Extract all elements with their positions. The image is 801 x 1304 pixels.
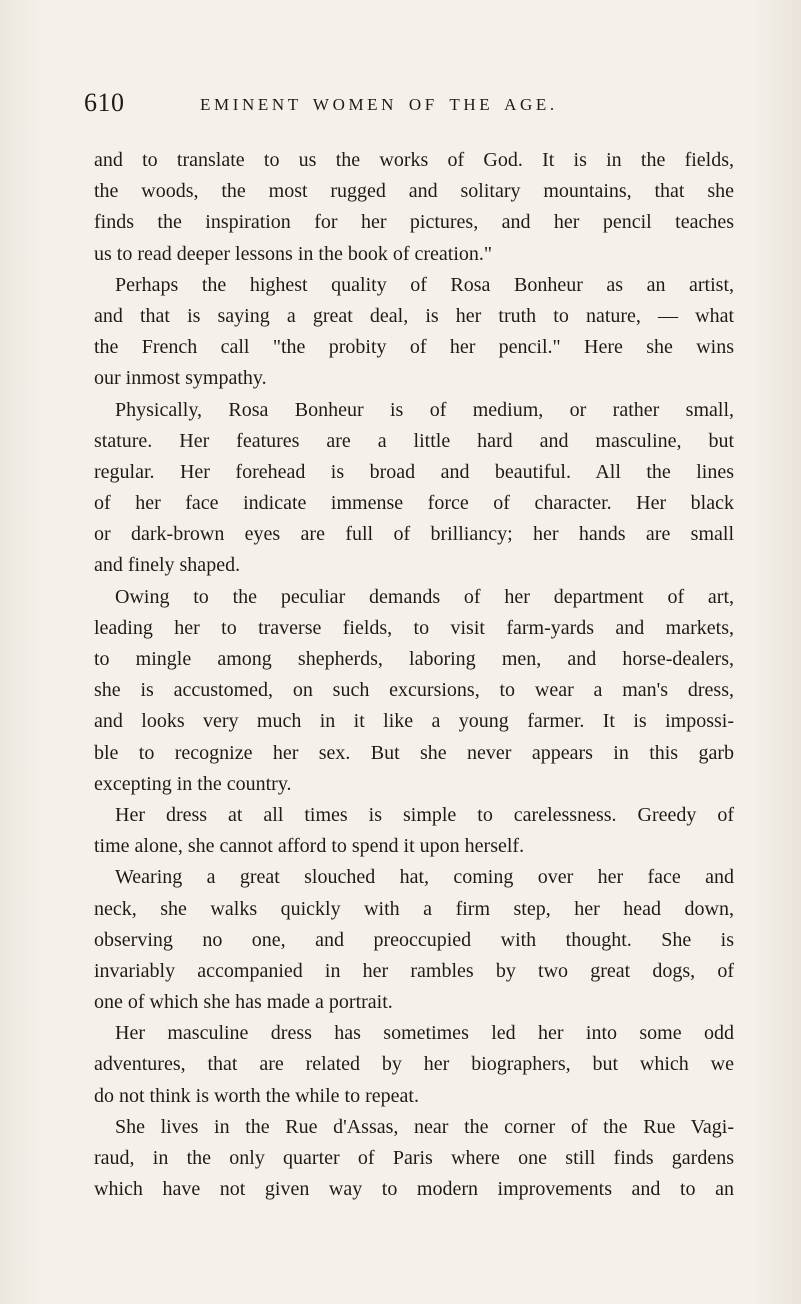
text-line: to mingle among shepherds, laboring men, and horse-dealers, <box>94 648 734 670</box>
text-line: us to read deeper lessons in the book of creation." <box>94 242 493 265</box>
text-line: invariably accompanied in her rambles by two great dogs, of <box>94 959 734 982</box>
text-line: Perhaps the highest quality of Rosa Bonheur as an artist, <box>115 273 734 296</box>
text-line: one of which she has made a portrait. <box>94 991 393 1014</box>
running-title: EMINENT WOMEN OF THE AGE. <box>200 95 558 114</box>
text-line: Physically, Rosa Bonheur is of medium, or rather small, <box>115 398 734 421</box>
text-line: Owing to the peculiar demands of her department of art, <box>115 585 734 608</box>
page-header <box>84 88 724 124</box>
text-line: and to translate to us the works of God. It is in the fields, <box>94 149 734 171</box>
text-line: time alone, she cannot afford to spend it upon herself. <box>94 835 525 858</box>
text-line: finds the inspiration for her pictures, and her pencil teaches <box>94 211 734 234</box>
text-line: she is accustomed, on such excursions, to wear a man's dress, <box>94 679 734 702</box>
text-line: the woods, the most rugged and solitary mountains, that she <box>94 180 734 203</box>
text-line: and that is saying a great deal, is her truth to nature, — what <box>94 304 734 327</box>
text-line: leading her to traverse fields, to visit farm-yards and markets, <box>94 616 734 639</box>
text-line: the French call "the probity of her pencil." Here she wins <box>94 336 734 359</box>
text-line: She lives in the Rue d'Assas, near the corner of the Rue Vagi- <box>115 1115 734 1138</box>
text-line: neck, she walks quickly with a firm step, her head down, <box>94 897 734 920</box>
body-text <box>94 145 734 1205</box>
text-line: or dark-brown eyes are full of brilliancy; her hands are small <box>94 523 734 546</box>
text-line: excepting in the country. <box>94 772 292 795</box>
text-line: Wearing a great slouched hat, coming over her face and <box>115 866 734 889</box>
text-line: our inmost sympathy. <box>94 367 267 390</box>
text-line: do not think is worth the while to repeat. <box>94 1084 419 1107</box>
text-line: Her dress at all times is simple to carelessness. Greedy of <box>115 803 734 826</box>
text-line: and looks very much in it like a young farmer. It is impossi- <box>94 710 734 733</box>
text-line: which have not given way to modern improvements and to an <box>94 1178 734 1201</box>
text-line: adventures, that are related by her biographers, but which we <box>94 1053 734 1076</box>
page-number: 610 <box>84 88 125 117</box>
text-line: observing no one, and preoccupied with thought. She is <box>94 928 734 951</box>
text-line: Her masculine dress has sometimes led her into some odd <box>115 1022 734 1045</box>
text-line: regular. Her forehead is broad and beautiful. All the lines <box>94 460 734 483</box>
text-line: of her face indicate immense force of character. Her black <box>94 492 734 515</box>
text-line: and finely shaped. <box>94 554 241 577</box>
text-line: stature. Her features are a little hard and masculine, but <box>94 429 734 452</box>
text-line: ble to recognize her sex. But she never appears in this garb <box>94 741 734 764</box>
text-line: raud, in the only quarter of Paris where one still finds gardens <box>94 1147 734 1169</box>
